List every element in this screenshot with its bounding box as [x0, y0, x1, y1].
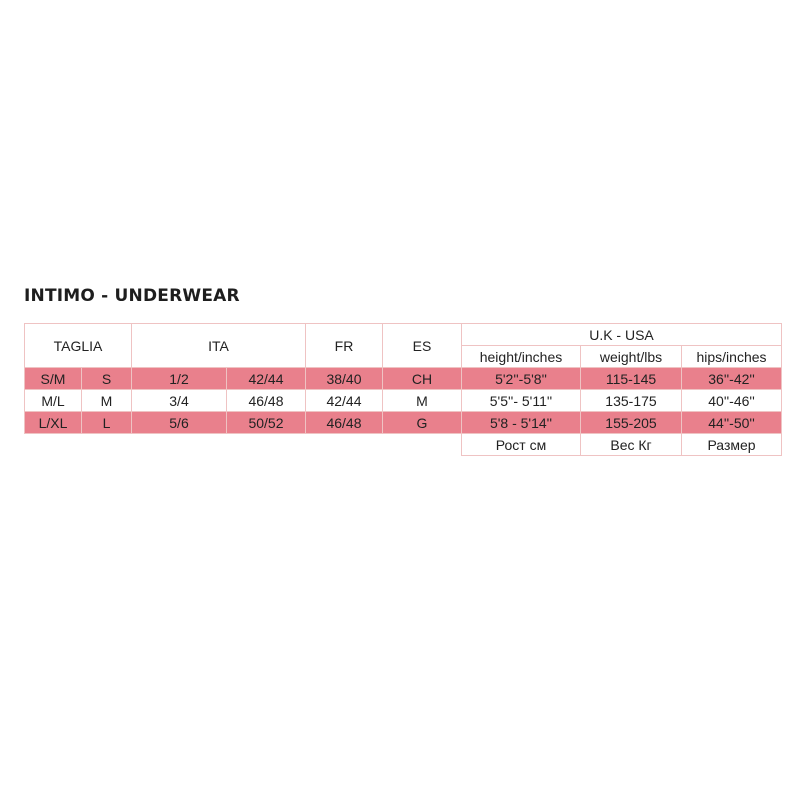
header-es: ES [383, 324, 462, 368]
cell-letter: M [82, 390, 132, 412]
header-weight: weight/lbs [581, 346, 682, 368]
header-uk-usa: U.K - USA [462, 324, 782, 346]
header-height: height/inches [462, 346, 581, 368]
cell-taglia: L/XL [25, 412, 82, 434]
cell-es: G [383, 412, 462, 434]
cell-taglia: S/M [25, 368, 82, 390]
header-hips: hips/inches [682, 346, 782, 368]
cell-height: 5'5''- 5'11'' [462, 390, 581, 412]
cell-ita-a: 5/6 [132, 412, 227, 434]
header-taglia: TAGLIA [25, 324, 132, 368]
footer-hips: Размер [682, 434, 782, 456]
size-chart [24, 323, 782, 456]
header-ita: ITA [132, 324, 306, 368]
table-row [25, 390, 782, 412]
footer-weight: Вес Кг [581, 434, 682, 456]
cell-ita-a: 1/2 [132, 368, 227, 390]
footer-height: Рост см [462, 434, 581, 456]
cell-ita-b: 50/52 [227, 412, 306, 434]
cell-ita-b: 46/48 [227, 390, 306, 412]
cell-taglia: M/L [25, 390, 82, 412]
cell-fr: 38/40 [306, 368, 383, 390]
table-row [25, 368, 782, 390]
cell-ita-a: 3/4 [132, 390, 227, 412]
cell-es: CH [383, 368, 462, 390]
cell-height: 5'8 - 5'14'' [462, 412, 581, 434]
cell-weight: 135-175 [581, 390, 682, 412]
table-row [25, 412, 782, 434]
page-title: INTIMO - UNDERWEAR [24, 286, 240, 306]
header-row-1 [25, 324, 782, 346]
cell-es: M [383, 390, 462, 412]
cell-hips: 40''-46'' [682, 390, 782, 412]
cell-letter: S [82, 368, 132, 390]
header-fr: FR [306, 324, 383, 368]
cell-weight: 115-145 [581, 368, 682, 390]
cell-ita-b: 42/44 [227, 368, 306, 390]
cell-hips: 44''-50'' [682, 412, 782, 434]
cell-letter: L [82, 412, 132, 434]
cell-fr: 46/48 [306, 412, 383, 434]
cell-hips: 36''-42'' [682, 368, 782, 390]
cell-weight: 155-205 [581, 412, 682, 434]
footer-spacer [25, 434, 462, 456]
cell-fr: 42/44 [306, 390, 383, 412]
size-table [24, 323, 782, 456]
footer-row [25, 434, 782, 456]
cell-height: 5'2''-5'8'' [462, 368, 581, 390]
